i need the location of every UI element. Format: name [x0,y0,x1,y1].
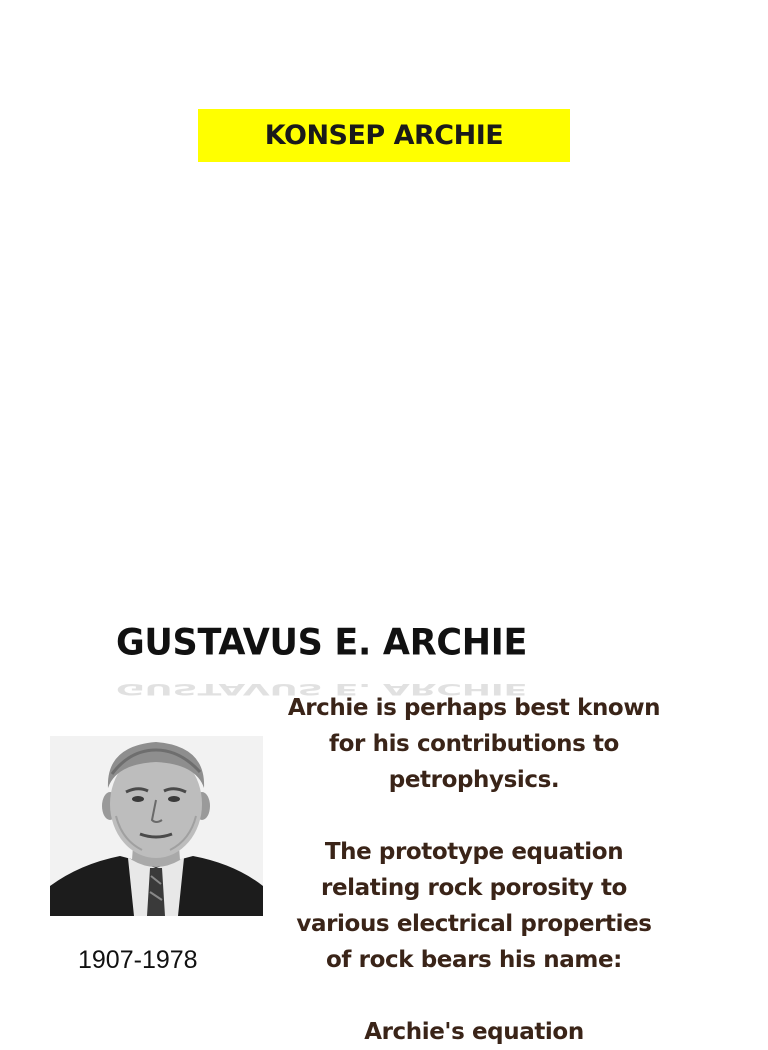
slide-title: KONSEP ARCHIE [264,120,504,151]
portrait-photo [50,736,263,916]
biography-paragraph-2: The prototype equation relating rock porosity to various electrical properties of rock bears his name: [296,839,652,973]
person-heading: GUSTAVUS E. ARCHIE [116,622,528,664]
biography-paragraph-1: Archie is perhaps best known for his contributions to petrophysics. [287,695,661,793]
title-banner [198,109,570,162]
person-heading-reflection: GUSTAVUS E. ARCHIE [116,680,528,698]
biography-paragraph-3: Archie's equation [364,1019,584,1045]
biography-text [282,690,666,1050]
life-years: 1907-1978 [78,946,198,974]
